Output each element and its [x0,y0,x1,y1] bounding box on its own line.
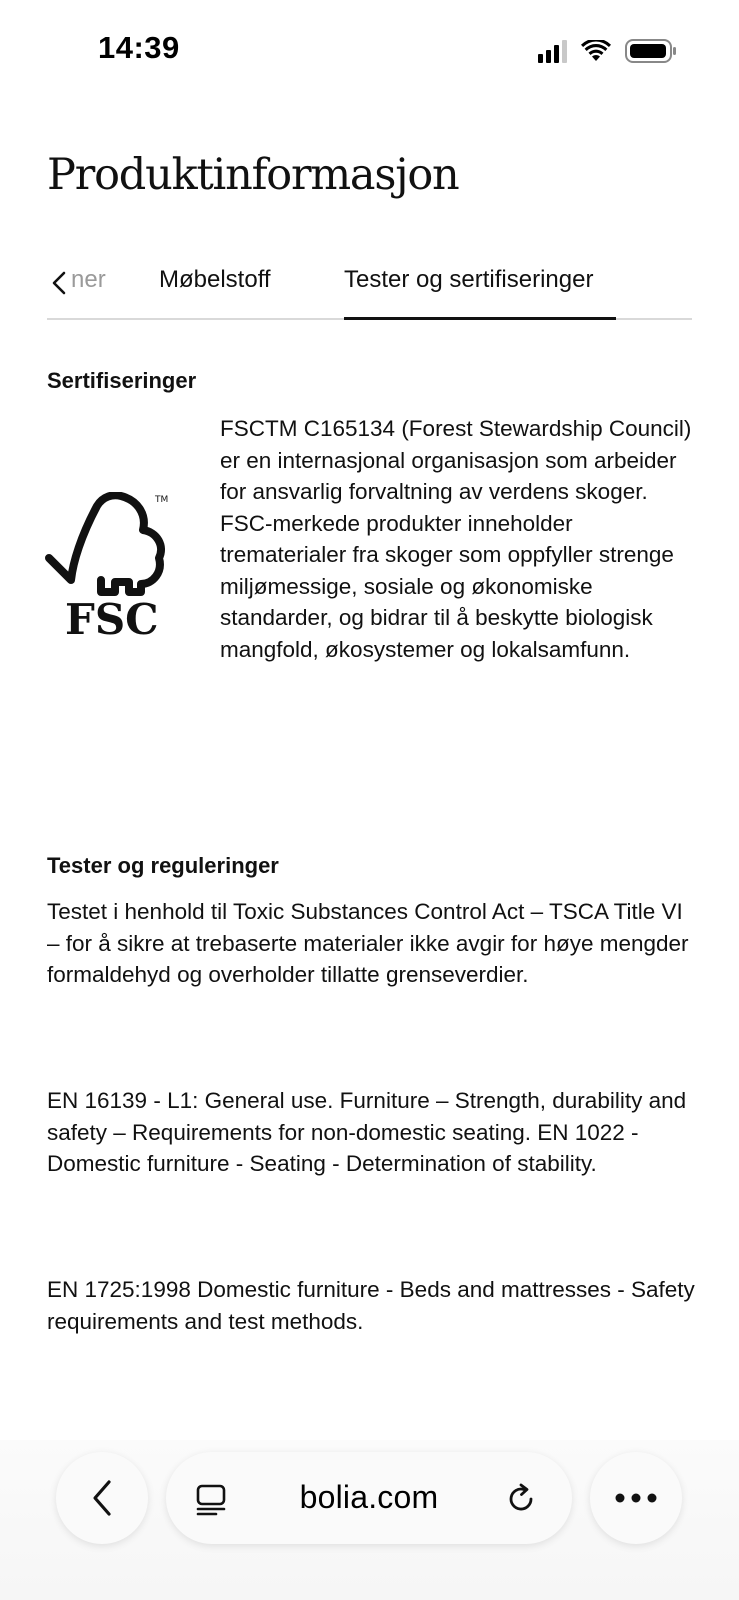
url-text[interactable]: bolia.com [299,1479,439,1515]
tabs-scroll-left-button[interactable] [47,268,71,298]
tab-tester-og-sertifiseringer[interactable]: Tester og sertifiseringer [344,266,594,293]
back-button[interactable] [56,1452,148,1544]
product-info-tabs [47,250,692,320]
tests-heading: Tester og reguleringer [47,853,279,878]
tab-mobelstoff[interactable]: Møbelstoff [159,266,271,293]
en1725-test-paragraph: EN 1725:1998 Domestic furniture - Beds and mattresses - Safety requirements and test methods. [47,1277,695,1334]
fsc-logo-text: FSC [65,595,159,644]
page-title: Produktinformasjon [47,150,459,200]
status-bar [0,0,739,100]
fsc-trademark: TM [155,495,169,505]
certifications-heading: Sertifiseringer [47,368,197,393]
reload-icon[interactable] [504,1482,538,1516]
tsca-test-paragraph: Testet i henhold til Toxic Substances Control Act – TSCA Title VI – for å sikre at trebaserte materialer ikke avgir for høye mengder formaldehyd og overholder tillatte grenseverdier. [47,899,689,987]
browser-toolbar [0,1440,739,1600]
en16139-test-paragraph: EN 16139 - L1: General use. Furniture – Strength, durability and safety – Requirements for non-domestic seating. EN 1022 - Domestic furniture - Seating - Determination of stability. [47,1088,687,1176]
fsc-certification-text: FSCTM C165134 (Forest Stewardship Council) er en internasjonal organisasjon som arbeider for ansvarlig forvaltning av verdens skoger. FSC-merkede produkter inneholder trematerialer fra skoger som oppfyller strenge miljømessige, sosiale og økonomiske standarder, og bidrar til å beskytte biologisk mangfold, økosystemer og lokalsamfunn. [220,416,692,662]
address-bar[interactable] [166,1452,572,1544]
cellular-signal-icon [538,39,567,63]
more-icon [614,1492,658,1504]
status-time: 14:39 [98,30,180,65]
battery-icon [625,39,677,63]
fsc-logo [45,492,177,652]
chevron-left-icon [47,268,71,298]
status-icons [538,36,677,66]
wifi-icon [581,40,611,62]
tab-previous-partial[interactable]: ner [71,266,106,293]
more-button[interactable] [590,1452,682,1544]
active-tab-indicator [344,317,616,320]
chevron-left-icon [87,1478,117,1518]
